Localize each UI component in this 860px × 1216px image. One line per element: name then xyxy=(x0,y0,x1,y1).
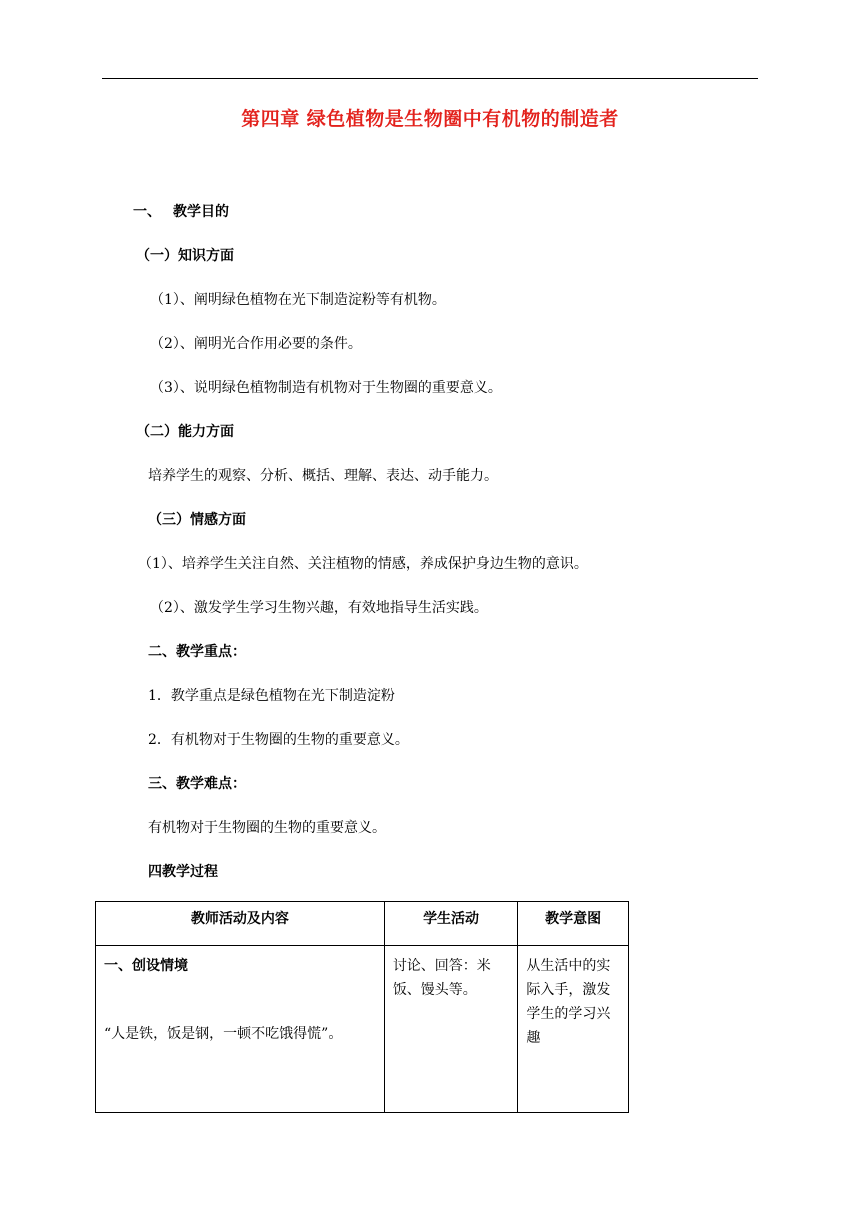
ability-text: 培养学生的观察、分析、概括、理解、表达、动手能力。 xyxy=(148,468,498,484)
difficulty-text: 有机物对于生物圈的生物的重要意义。 xyxy=(148,820,386,836)
teaching-process-table xyxy=(95,901,629,1113)
ability-heading: （二）能力方面 xyxy=(136,424,234,440)
header-teaching-intent: 教学意图 xyxy=(518,902,629,946)
header-rule xyxy=(102,78,758,79)
teaching-intent-text: 从生活中的实际入手，激发学生的学习兴趣 xyxy=(526,958,611,1046)
table-row xyxy=(96,946,629,1113)
teacher-quote: “人是铁，饭是钢，一顿不吃饿得慌”。 xyxy=(104,1026,343,1042)
header-teacher-activity: 教师活动及内容 xyxy=(96,902,385,946)
teacher-step-heading: 一、创设情境 xyxy=(104,958,188,974)
header-student-activity: 学生活动 xyxy=(384,902,518,946)
table-header-row xyxy=(96,902,629,946)
cell-teacher-activity xyxy=(96,946,385,1113)
emotion-heading: （三）情感方面 xyxy=(148,512,246,528)
section-2-heading: 二、教学重点： xyxy=(148,644,246,660)
knowledge-item-2: （2）、阐明光合作用必要的条件。 xyxy=(150,336,362,352)
key-point-1: 1．教学重点是绿色植物在光下制造淀粉 xyxy=(148,688,395,704)
section-3-heading: 三、教学难点： xyxy=(148,776,246,792)
section-1-heading: 一、 教学目的 xyxy=(133,204,229,220)
emotion-item-2: （2）、激发学生学习生物兴趣，有效地指导生活实践。 xyxy=(150,600,488,616)
student-activity-text: 讨论、回答：米饭、馒头等。 xyxy=(392,958,491,998)
cell-teaching-intent xyxy=(518,946,629,1113)
key-point-2: 2．有机物对于生物圈的生物的重要意义。 xyxy=(148,732,409,748)
emotion-item-1: （1）、培养学生关注自然、关注植物的情感，养成保护身边生物的意识。 xyxy=(138,556,588,572)
knowledge-item-1: （1）、阐明绿色植物在光下制造淀粉等有机物。 xyxy=(150,292,446,308)
page-title: 第四章 绿色植物是生物圈中有机物的制造者 xyxy=(241,108,619,130)
section-4-heading: 四教学过程 xyxy=(148,864,218,880)
knowledge-item-3: （3）、说明绿色植物制造有机物对于生物圈的重要意义。 xyxy=(150,380,502,396)
cell-student-activity xyxy=(384,946,518,1113)
knowledge-heading: （一）知识方面 xyxy=(136,248,234,264)
